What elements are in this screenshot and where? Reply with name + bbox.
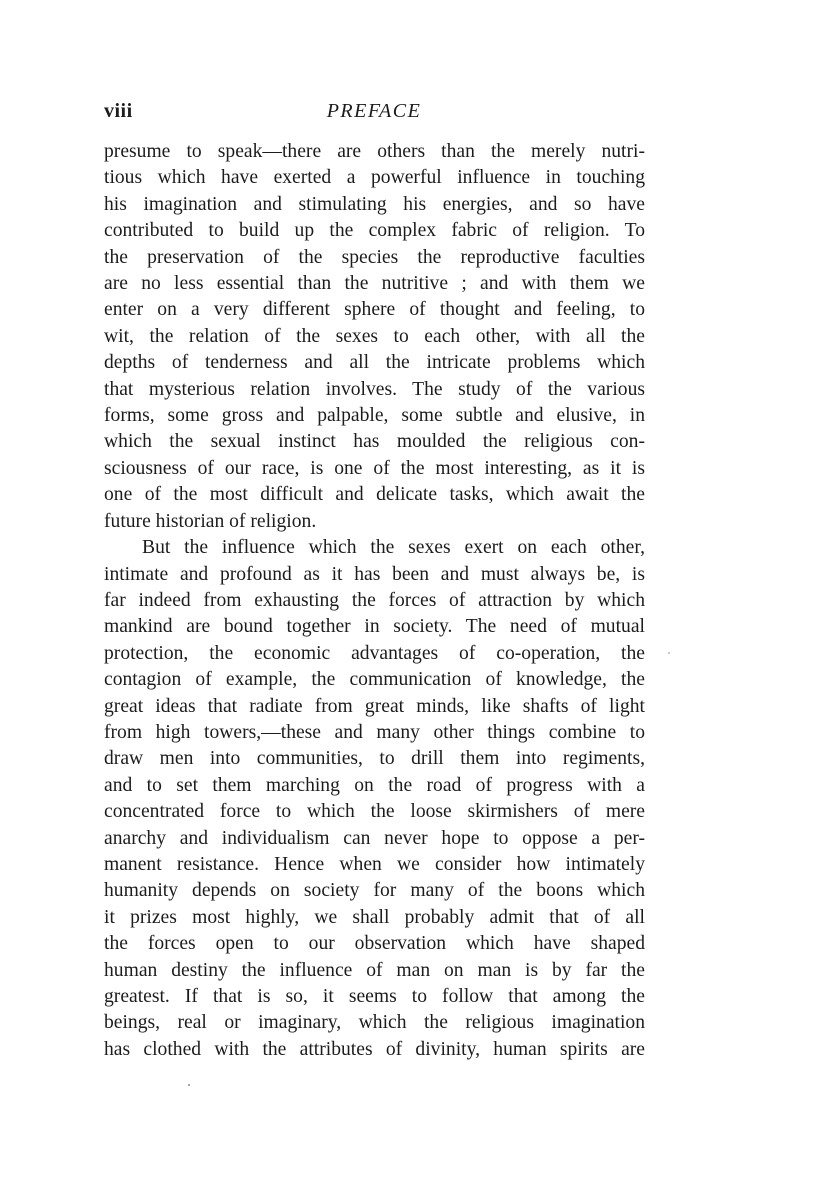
text-line: from high towers,—these and many other things combine to [104, 721, 645, 743]
text-line: protection, the economic advantages of co-operation, the [104, 642, 645, 664]
text-line: are no less essential than the nutritive ; and with them we [104, 273, 645, 295]
text-line: far indeed from exhausting the forces of attraction by which [104, 589, 645, 611]
text-line: which the sexual instinct has moulded the religious con- [104, 431, 645, 453]
text-line: concentrated force to which the loose skirmishers of mere [104, 801, 645, 823]
text-line: manent resistance. Hence when we consider how intimately [104, 853, 645, 875]
text-line: enter on a very different sphere of thought and feeling, to [104, 299, 645, 321]
paper-speck [188, 1084, 190, 1086]
text-line: depths of tenderness and all the intricate problems which [104, 352, 645, 374]
text-line: beings, real or imaginary, which the religious imagination [104, 1012, 645, 1034]
running-head: PREFACE [326, 100, 422, 122]
text-line: human destiny the influence of man on man is by far the [104, 959, 645, 981]
text-line: tious which have exerted a powerful influence in touching [104, 167, 645, 189]
text-line: and to set them marching on the road of progress with a [104, 774, 645, 796]
text-line: that mysterious relation involves. The study of the various [104, 378, 645, 400]
text-line: greatest. If that is so, it seems to follow that among the [104, 986, 645, 1007]
text-line: has clothed with the attributes of divinity, human spirits are [104, 1038, 645, 1060]
text-line: one of the most difficult and delicate tasks, which await the [104, 484, 645, 506]
text-line: draw men into communities, to drill them into regiments, [104, 748, 645, 770]
text-line: the preservation of the species the reproductive faculties [104, 246, 645, 268]
paper-speck [668, 652, 670, 654]
text-line: forms, some gross and palpable, some subtle and elusive, in [104, 405, 645, 427]
text-line: the forces open to our observation which have shaped [104, 933, 645, 955]
text-line: contagion of example, the communication of knowledge, the [104, 669, 645, 691]
text-line: it prizes most highly, we shall probably admit that of all [104, 906, 645, 928]
page-header [104, 100, 644, 130]
text-line: intimate and profound as it has been and must always be, is [104, 563, 645, 585]
text-line: contributed to build up the complex fabric of religion. To [104, 220, 645, 242]
text-line: But the influence which the sexes exert on each other, [142, 537, 645, 559]
body-text [104, 139, 645, 1063]
text-line: anarchy and individualism can never hope to oppose a per- [104, 827, 645, 849]
text-line: future historian of religion. [104, 510, 317, 532]
text-line: great ideas that radiate from great minds, like shafts of light [104, 695, 645, 717]
page-number: viii [104, 100, 133, 122]
paragraph [104, 535, 645, 1063]
text-line: his imagination and stimulating his energies, and so have [104, 193, 645, 215]
text-line: humanity depends on society for many of the boons which [104, 880, 645, 902]
text-line: wit, the relation of the sexes to each other, with all the [104, 325, 645, 347]
text-line: sciousness of our race, is one of the most interesting, as it is [104, 457, 645, 479]
text-line: presume to speak—there are others than the merely nutri- [104, 141, 645, 162]
paragraph [104, 139, 645, 535]
text-line: mankind are bound together in society. The need of mutual [104, 616, 645, 638]
